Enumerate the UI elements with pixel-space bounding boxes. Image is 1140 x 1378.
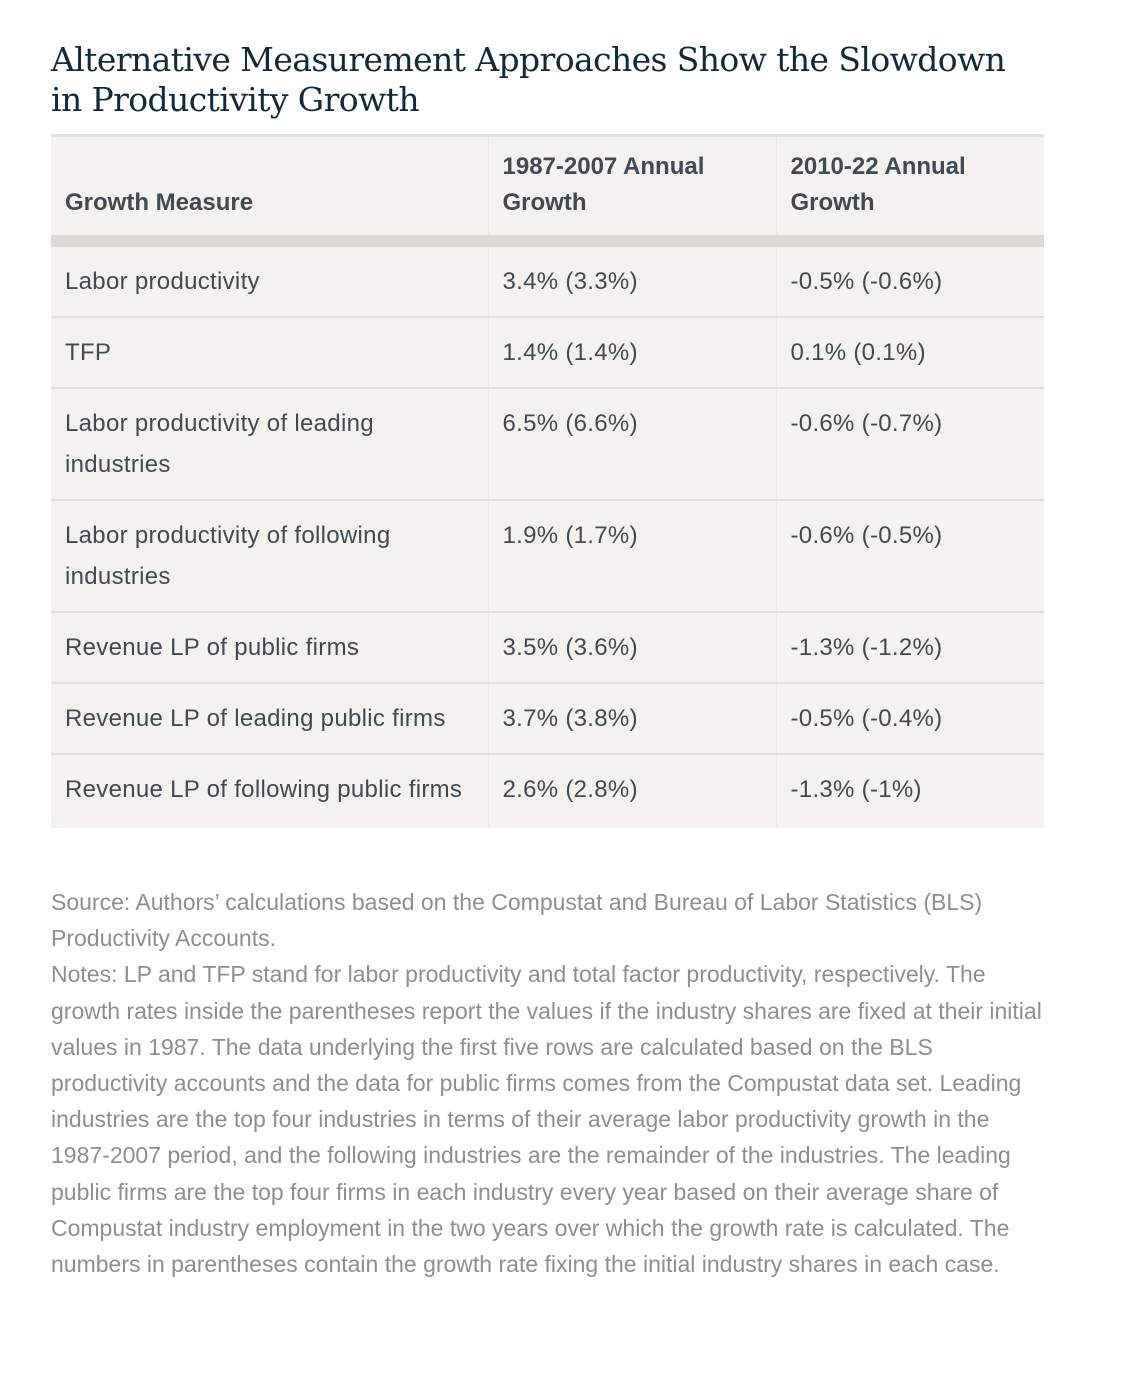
- growth-table: [51, 137, 1044, 828]
- growth-2010-22-cell: -0.5% (-0.4%): [776, 683, 1044, 754]
- growth-1987-2007-cell: 6.5% (6.6%): [488, 388, 776, 500]
- measure-cell: Revenue LP of public firms: [51, 612, 488, 683]
- table-row: [51, 612, 1044, 683]
- growth-2010-22-cell: -0.6% (-0.7%): [776, 388, 1044, 500]
- table-body: [51, 241, 1044, 828]
- growth-1987-2007-cell: 2.6% (2.8%): [488, 754, 776, 828]
- article-figure: [51, 40, 1044, 1282]
- header-1987-2007: 1987-2007 Annual Growth: [488, 137, 776, 241]
- growth-2010-22-cell: 0.1% (0.1%): [776, 317, 1044, 388]
- growth-1987-2007-cell: 1.4% (1.4%): [488, 317, 776, 388]
- growth-1987-2007-cell: 3.4% (3.3%): [488, 241, 776, 317]
- table-title: Alternative Measurement Approaches Show the Slowdown in Productivity Growth: [51, 40, 1006, 119]
- measure-cell: Revenue LP of following public firms: [65, 776, 463, 803]
- growth-1987-2007-cell: 3.7% (3.8%): [488, 683, 776, 754]
- table-row: [51, 754, 1044, 828]
- measure-cell: Labor productivity: [51, 241, 488, 317]
- table-row: [51, 317, 1044, 388]
- table-container: [51, 134, 1044, 828]
- growth-1987-2007-cell: 3.5% (3.6%): [488, 612, 776, 683]
- notes-text: Notes: LP and TFP stand for labor productivity and total factor productivity, respectively. The growth rates inside the parentheses report the values if the industry shares are fixed at their initial values in 1987. The data underlying the first five rows are calculated based on the BLS productivity accounts and the data for public firms comes from the Compustat data set. Leading industries are the top four industries in terms of their average labor productivity growth in the 1987-2007 period, and the following industries are the remainder of the industries. The leading public firms are the top four firms in each industry every year based on their average share of Compustat industry employment in the two years over which the growth rate is calculated. The numbers in parentheses contain the growth rate fixing the initial industry shares in each case.: [51, 961, 1042, 1278]
- table-row: [51, 241, 1044, 317]
- table-row: [51, 388, 1044, 500]
- growth-2010-22-cell: -1.3% (-1.2%): [776, 612, 1044, 683]
- measure-cell: Revenue LP of leading public firms: [51, 683, 488, 754]
- figure-notes: [51, 884, 1051, 1282]
- table-row: [51, 683, 1044, 754]
- measure-cell: Labor productivity of leading industries: [51, 388, 488, 500]
- growth-2010-22-cell: -1.3% (-1%): [776, 754, 1044, 828]
- growth-2010-22-cell: -0.6% (-0.5%): [776, 500, 1044, 612]
- header-2010-22: 2010-22 Annual Growth: [776, 137, 1044, 241]
- table-row: [51, 500, 1044, 612]
- header-row: [51, 137, 1044, 241]
- measure-cell: Labor productivity of following industries: [51, 500, 488, 612]
- growth-1987-2007-cell: 1.9% (1.7%): [488, 500, 776, 612]
- growth-2010-22-cell: -0.5% (-0.6%): [776, 241, 1044, 317]
- header-growth-measure: Growth Measure: [51, 137, 488, 241]
- measure-cell: TFP: [51, 317, 488, 388]
- table-header: [51, 137, 1044, 241]
- source-text: Source: Authors’ calculations based on the Compustat and Bureau of Labor Statistics (BLS) Productivity Accounts.: [51, 889, 983, 952]
